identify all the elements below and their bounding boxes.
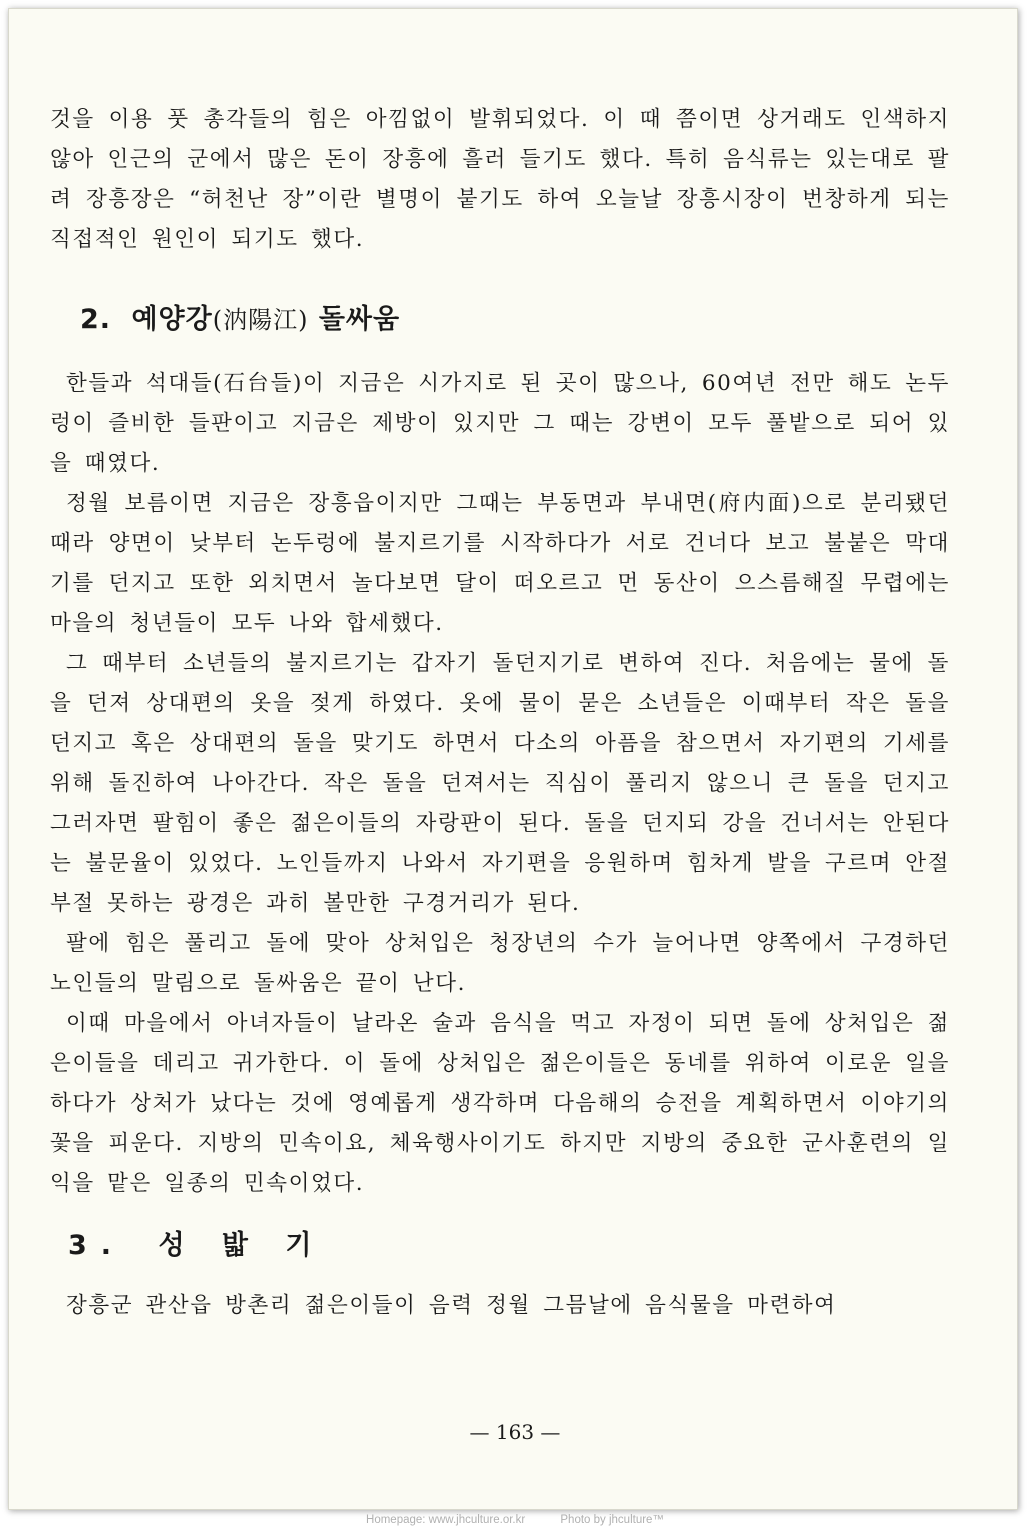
footer-homepage[interactable]: Homepage: www.jhculture.or.kr (366, 1514, 526, 1526)
section-2-number: 2. (80, 304, 112, 335)
section-2-paragraph: 그 때부터 소년들의 불지르기는 갑자기 돌던지기로 변하여 진다. 처음에는 물에 돌을 던져 상대편의 옷을 젖게 하였다. 옷에 물이 묻은 소년들은 이때부터 작은 돌을 던지고 혹은 상대편의 돌을 맞기도 하면서 다소의 아픔을 참으면서 자기편의 기세를 위해 돌진하여 나아간다. 작은 돌을 던져서는 직심이 풀리지 않으니 큰 돌을 던지고 그러자면 팔힘이 좋은 젊은이들의 자랑판이 된다. 돌을 던지되 강을 건너서는 안된다는 불문율이 있었다. 노인들까지 나와서 자기편을 응원하며 힘차게 발을 구르며 안절 부절 못하는 광경은 과히 볼만한 구경거리가 된다. (50, 651, 950, 916)
page-number: — 163 — (469, 1420, 561, 1444)
section-2-paragraph: 이때 마을에서 아녀자들이 날라온 술과 음식을 먹고 자정이 되면 돌에 상처입은 젊은이들을 데리고 귀가한다. 이 돌에 상처입은 젊은이들은 동네를 위하여 이로운 일을 하다가 상처가 났다는 것에 영예롭게 생각하며 다음해의 승전을 계획하면서 이야기의 꽃을 피운다. 지방의 민속이요, 체육행사이기도 하지만 지방의 중요한 군사훈련의 일익을 맡은 일종의 민속이었다. (50, 1011, 950, 1196)
section-2-paragraph: 정월 보름이면 지금은 장흥읍이지만 그때는 부동면과 부내면(府内面)으로 분리됐던 때라 양면이 낮부터 논두렁에 불지르기를 시작하다가 서로 건너다 보고 불붙은 막대기를 던지고 또한 외치면서 놀다보면 달이 떠오르고 먼 동산이 으스름해질 무렵에는 마을의 청년들이 모두 나와 합세했다. (50, 491, 950, 636)
book-page (50, 100, 950, 1326)
intro-paragraph: 것을 이용 풋 총각들의 힘은 아낌없이 발휘되었다. 이 때 쯤이면 상거래도 인색하지 않아 인근의 군에서 많은 돈이 장흥에 흘러 들기도 했다. 특히 음식류는 있는대로 팔려 장흥장은 “허천난 장”이란 별명이 붙기도 하여 오늘날 장흥시장이 번창하게 되는 직접적인 원인이 되기도 했다. (50, 107, 951, 252)
section-3-paragraph: 장흥군 관산읍 방촌리 젊은이들이 음력 정월 그믐날에 음식물을 마련하여 (66, 1293, 837, 1318)
section-2-paragraph: 한들과 석대들(石台들)이 지금은 시가지로 된 곳이 많으나, 60여년 전만 해도 논두렁이 즐비한 들판이고 지금은 제방이 있지만 그 때는 강변이 모두 풀밭으로 되어 있을 때였다. (50, 371, 950, 476)
section-2-title-suffix: 돌싸움 (318, 304, 401, 335)
section-3-title (50, 1208, 950, 1284)
footer-photo-credit: Photo by jhculture™ (560, 1514, 664, 1526)
section-2-title (50, 282, 950, 358)
section-3-number: 3. (68, 1230, 126, 1261)
section-2-title-hanja: (汭陽江) (212, 306, 309, 334)
section-3-title-text: 성 밟 기 (158, 1230, 326, 1261)
footer (0, 1514, 1030, 1526)
section-2-title-text: 예양강 (131, 304, 213, 335)
section-2-paragraph: 팔에 힘은 풀리고 돌에 맞아 상처입은 청장년의 수가 늘어나면 양쪽에서 구경하던 노인들의 말림으로 돌싸움은 끝이 난다. (50, 931, 950, 996)
